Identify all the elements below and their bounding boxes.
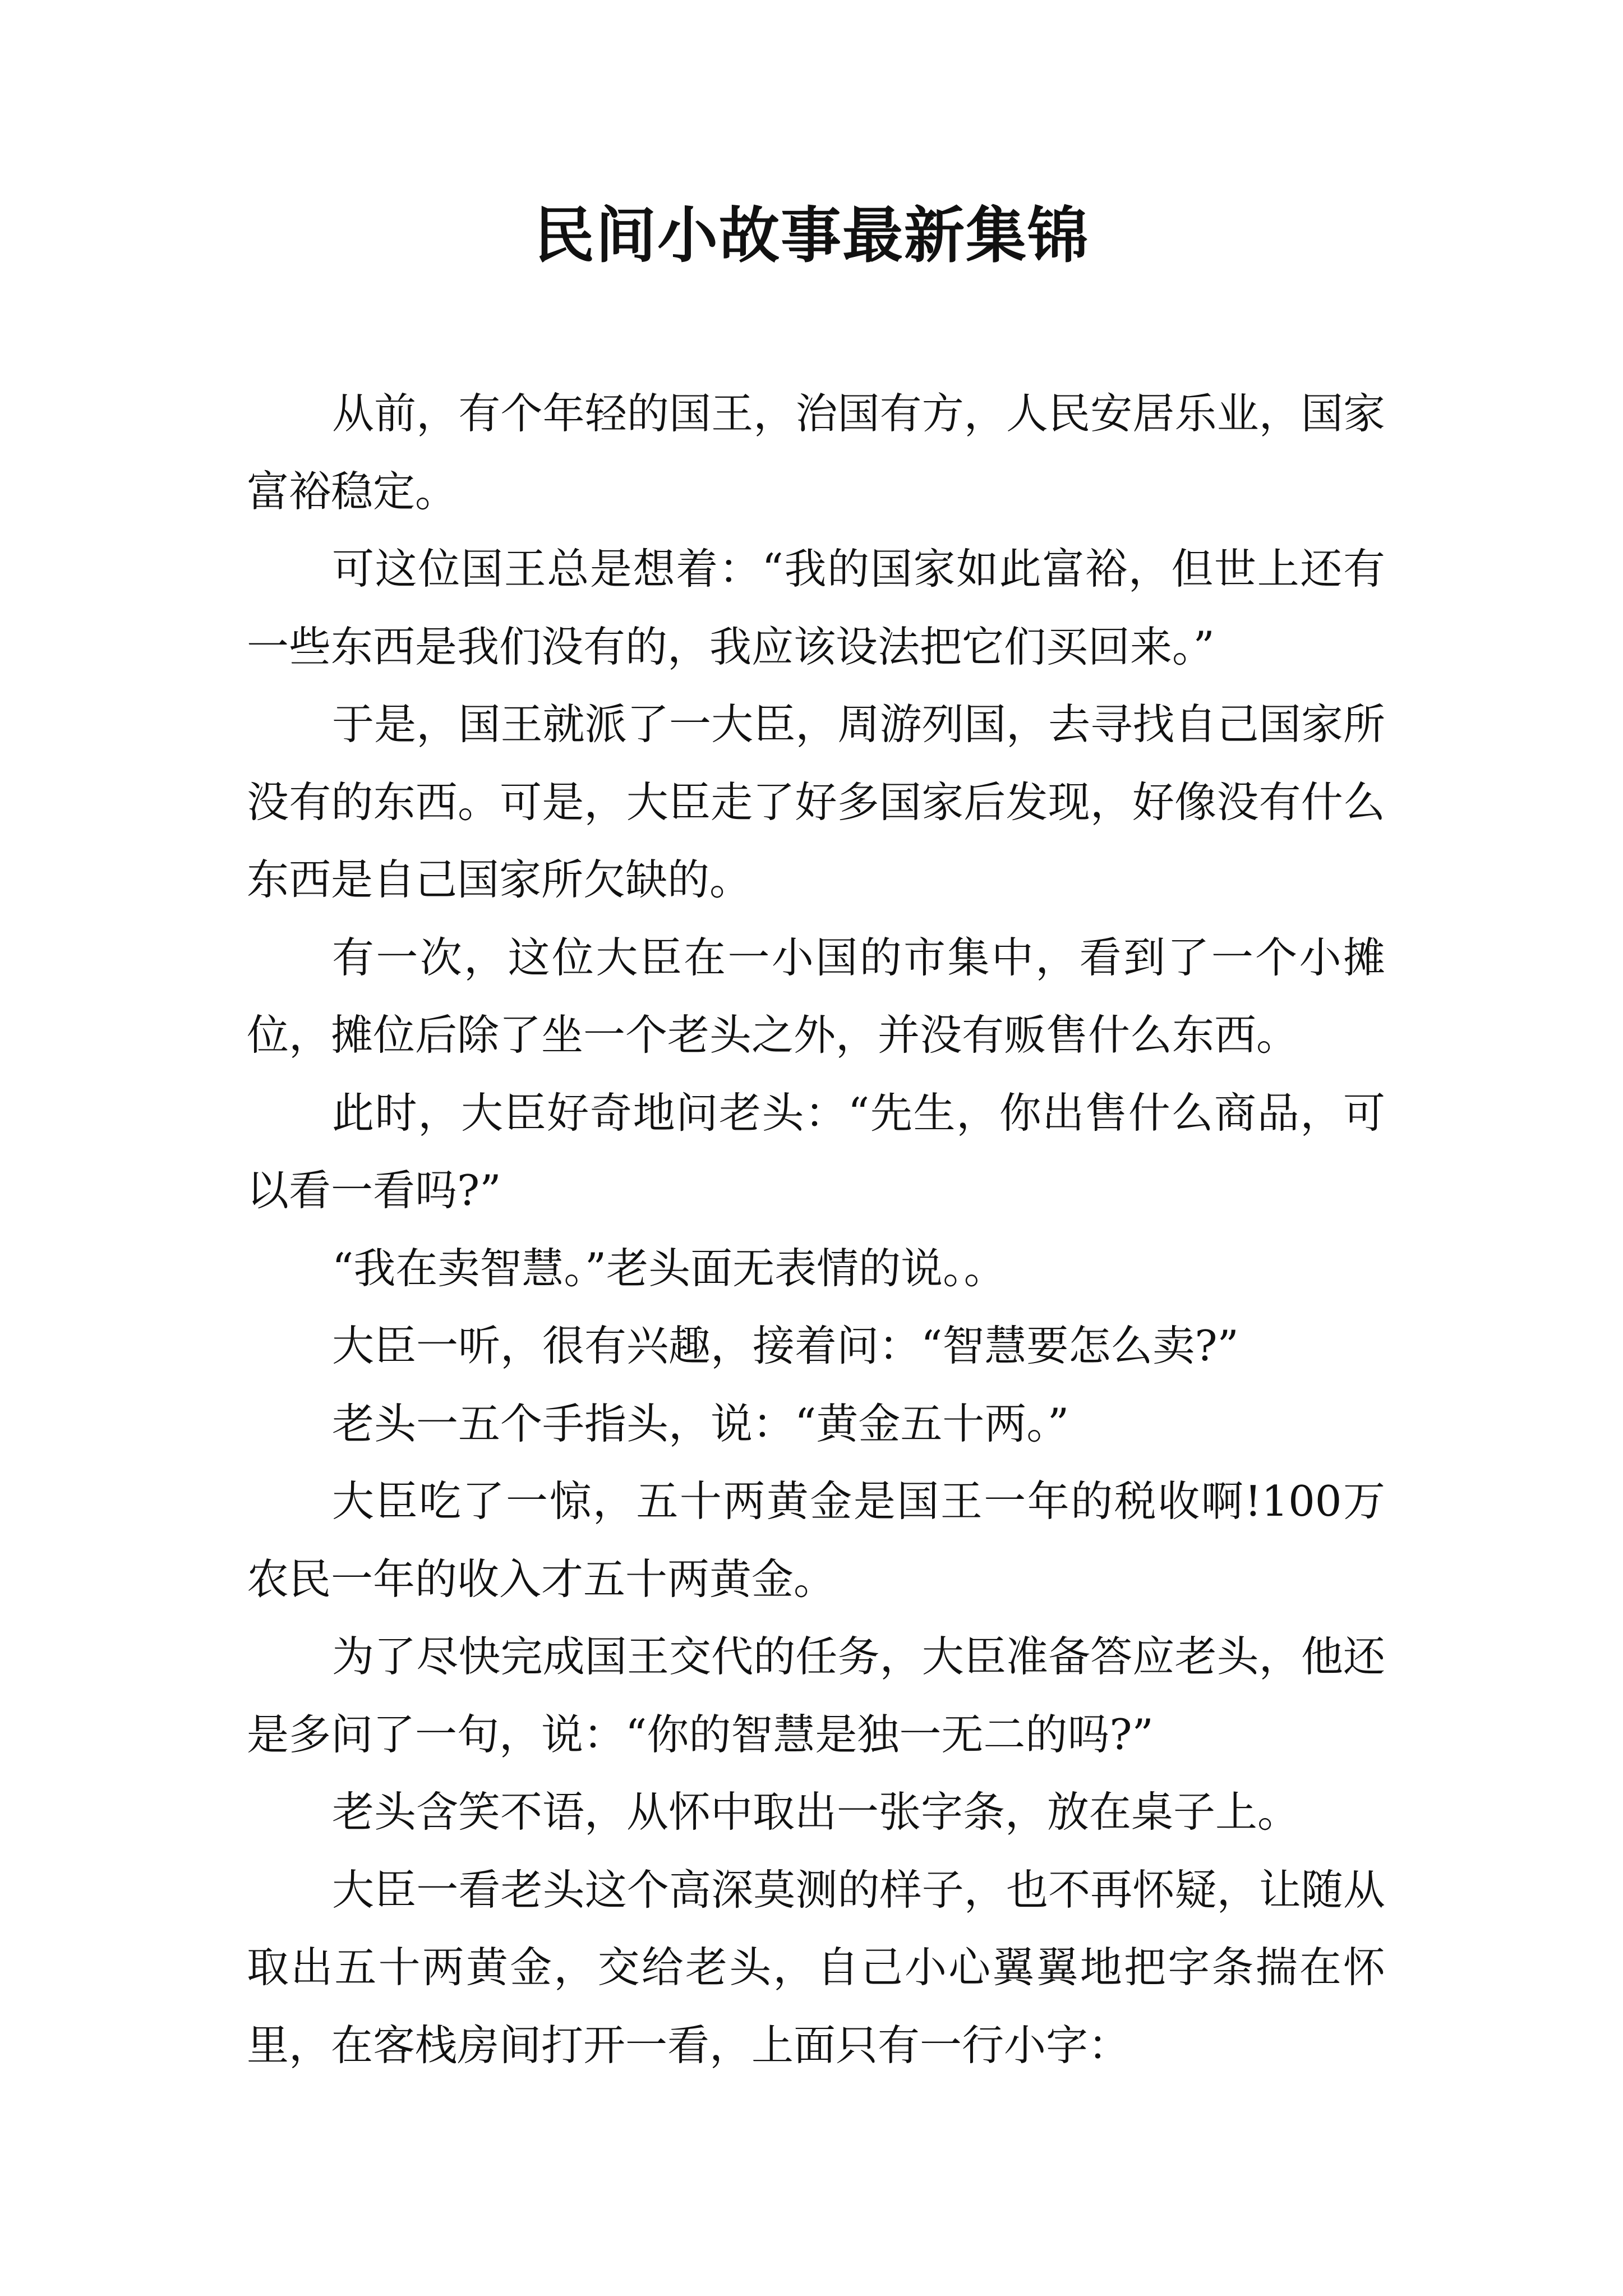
paragraph: 老头含笑不语，从怀中取出一张字条，放在桌子上。 (332, 1787, 1300, 1837)
paragraph: 于是，国王就派了一大臣，周游列国，去寻找自己国家所没有的东西。可是，大臣走了好多国家后发现，好像没有什么东西是自己国家所欠缺的。 (247, 700, 1385, 904)
paragraph: 老头一五个手指头，说：“黄金五十两。” (332, 1398, 1069, 1448)
paragraph: 大臣一看老头这个高深莫测的样子，也不再怀疑，让随从取出五十两黄金，交给老头，自己小心翼翼地把字条揣在怀里，在客栈房间打开一看，上面只有一行小字： (247, 1865, 1385, 2070)
document-body (247, 375, 1385, 2084)
paragraph: 可这位国王总是想着：“我的国家如此富裕，但世上还有一些东西是我们没有的，我应该设法把它们买回来。” (247, 544, 1385, 671)
paragraph: 大臣一听，很有兴趣，接着问：“智慧要怎么卖?” (332, 1321, 1239, 1370)
paragraph: 从前，有个年轻的国王，治国有方，人民安居乐业，国家富裕稳定。 (247, 389, 1385, 516)
paragraph: 为了尽快完成国王交代的任务，大臣准备答应老头，他还是多问了一句，说：“你的智慧是独一无二的吗?” (247, 1632, 1385, 1759)
document-title: 民间小故事最新集锦 (533, 200, 1089, 271)
paragraph: 此时，大臣好奇地问老头：“先生，你出售什么商品，可以看一看吗?” (247, 1088, 1385, 1215)
paragraph: “我在卖智慧。”老头面无表情的说。。 (332, 1243, 1006, 1293)
paragraph: 有一次，这位大臣在一小国的市集中，看到了一个小摊位，摊位后除了坐一个老头之外，并没有贩售什么东西。 (247, 932, 1385, 1060)
paragraph: 大臣吃了一惊，五十两黄金是国王一年的税收啊!100万农民一年的收入才五十两黄金。 (247, 1476, 1385, 1604)
